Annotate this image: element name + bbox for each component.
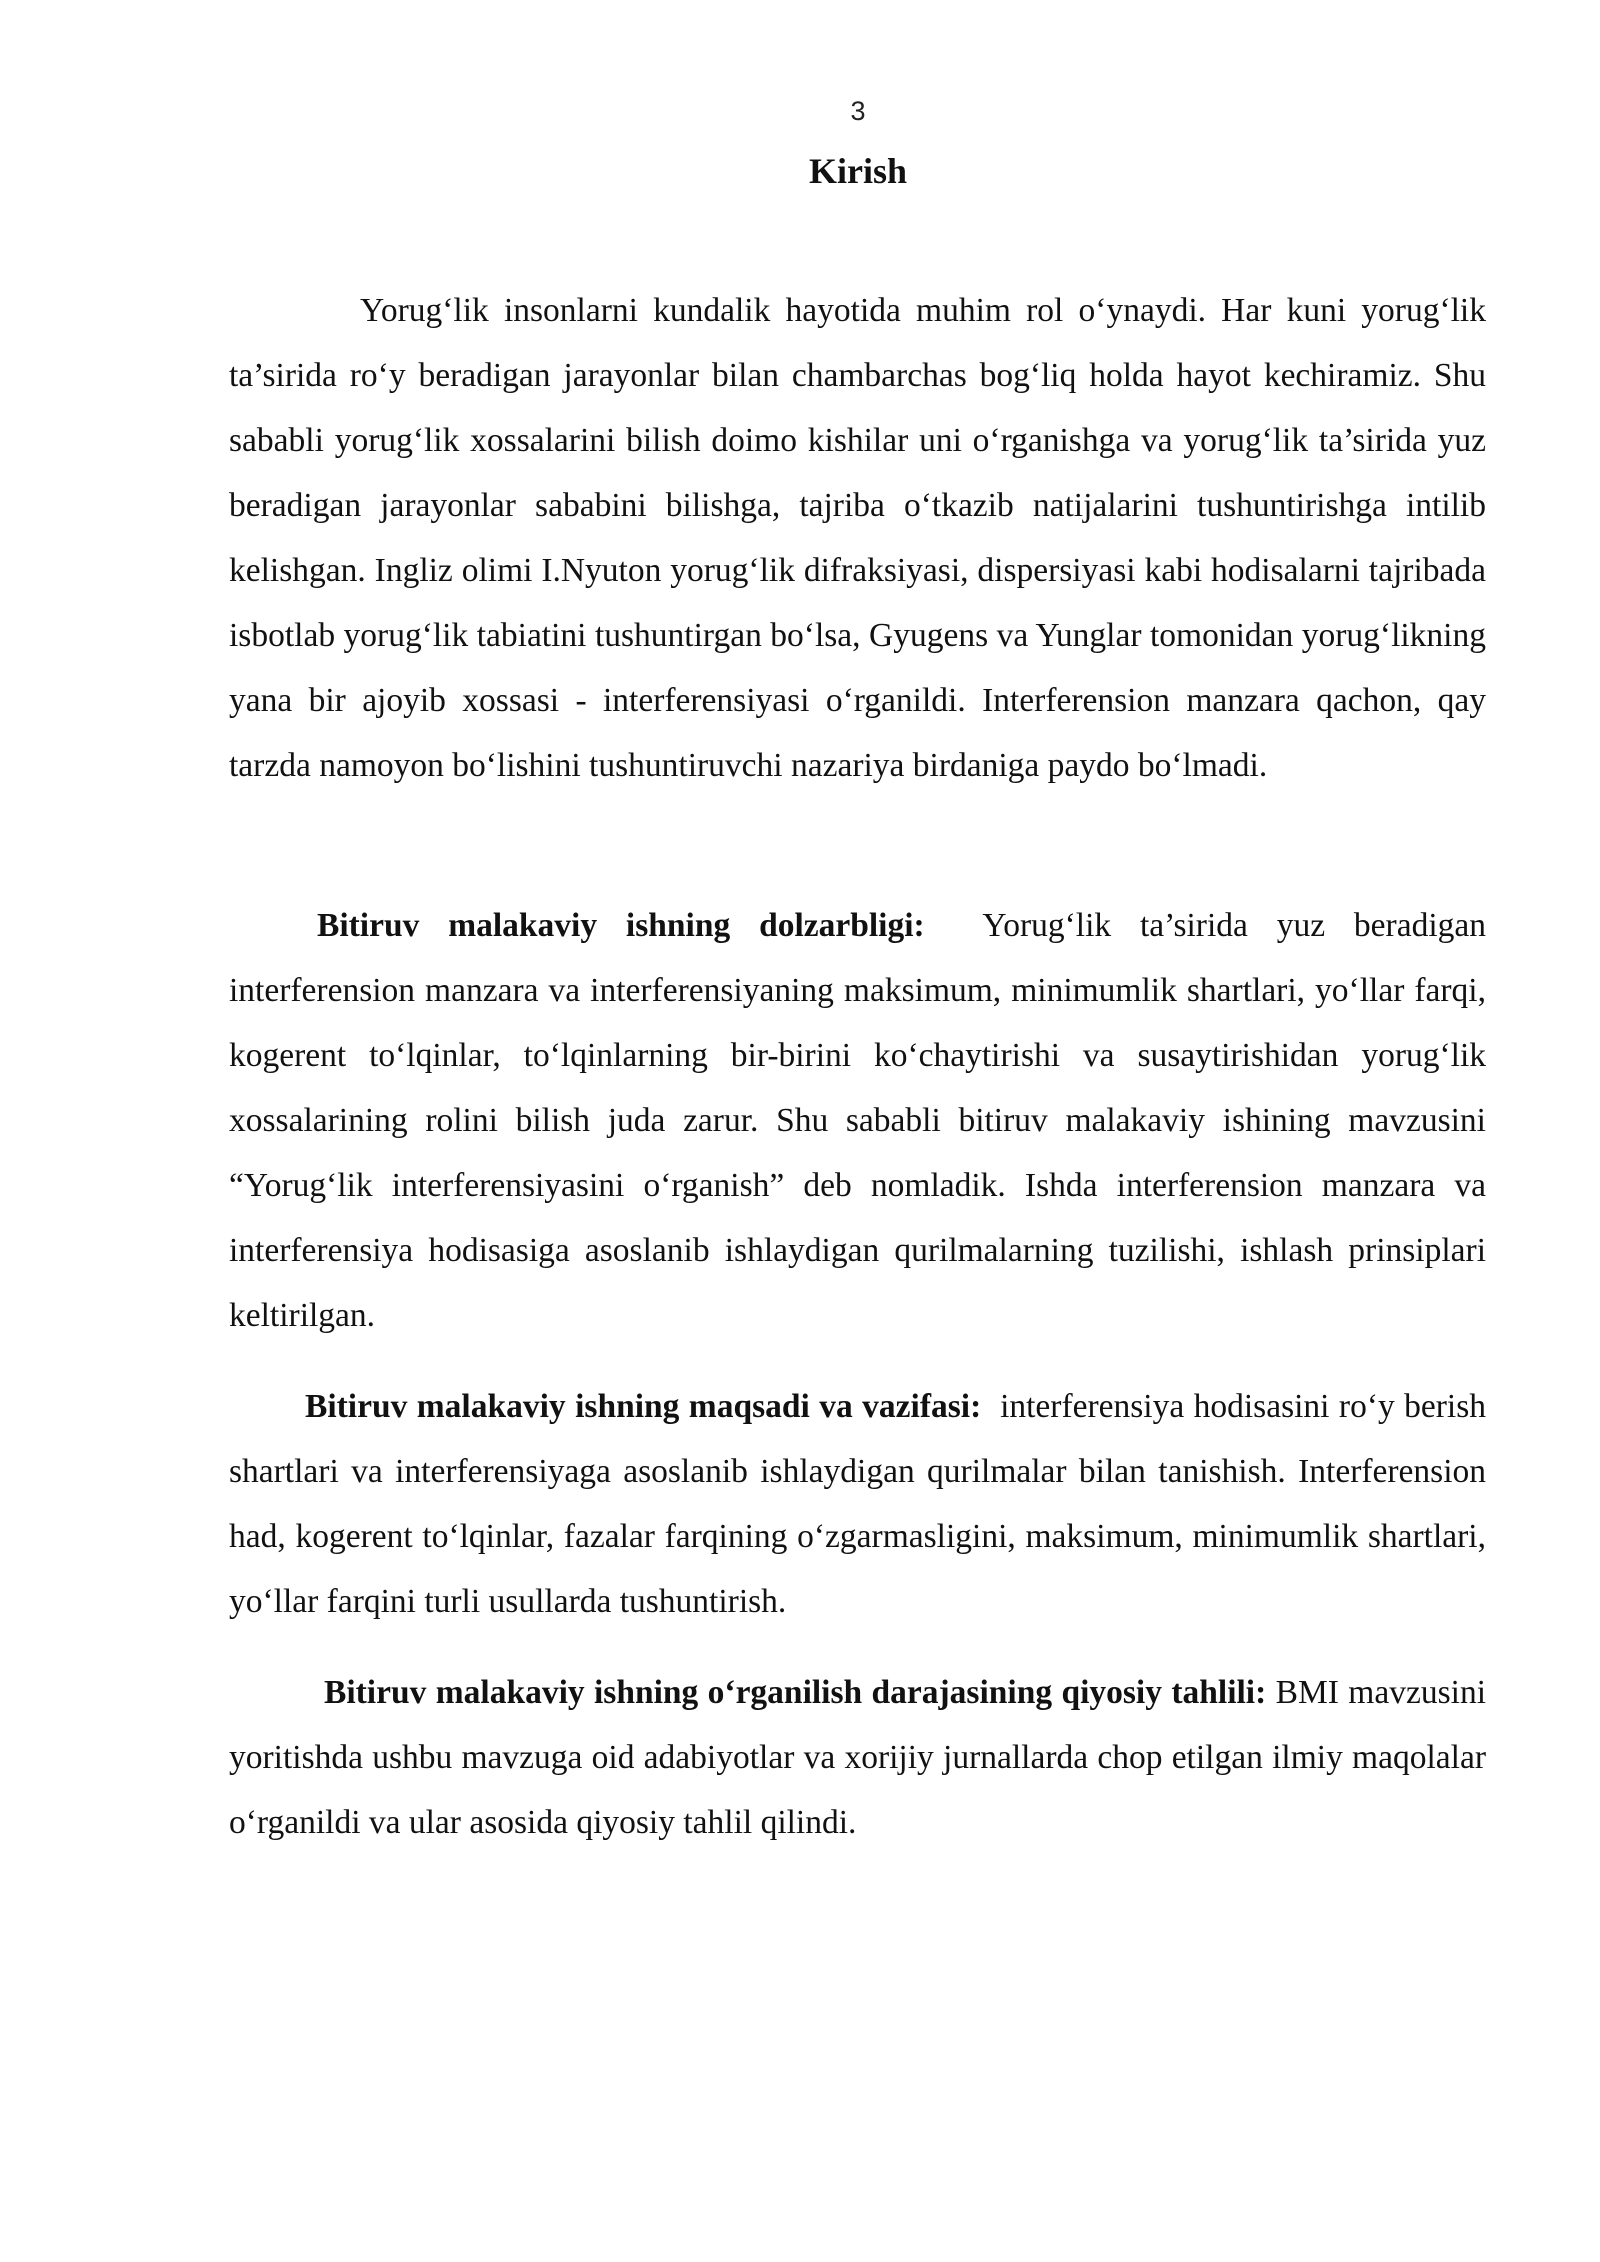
goals-paragraph [229, 1374, 1486, 1634]
goals-paragraph-text: interferensiya hodisasini ro‘y berish shartlari va interferensiyaga asoslanib ishlaydigan qurilmalar bilan tanishish. Interferension had, kogerent to‘lqinlar, fazalar farqining o‘zgarmasligini, maksimum, minimumlik shartlari, yo‘llar farqini turli usullarda tushuntirish. [229, 1388, 1487, 1620]
study-level-heading: Bitiruv malakaviy ishning o‘rganilish darajasining qiyosiy tahlili: [324, 1674, 1267, 1711]
relevance-heading: Bitiruv malakaviy ishning dolzarbligi: [317, 907, 925, 944]
page-number: 3 [850, 96, 866, 126]
intro-paragraph [229, 278, 1486, 798]
intro-paragraph-text: Yorug‘lik insonlarni kundalik hayotida muhim rol o‘ynaydi. Har kuni yorug‘lik ta’sirida ro‘y beradigan jarayonlar bilan chambarchas bog‘liq holda hayot kechiramiz. Shu sababli yorug‘lik xossalarini bilish doimo kishilar uni o‘rganishga va yorug‘lik ta’sirida yuz beradigan jarayonlar sababini bilishga, tajriba o‘tkazib natijalarini tushuntirishga intilib kelishgan. Ingliz olimi I.Nyuton yorug‘lik difraksiyasi, dispersiyasi kabi hodisalarni tajribada isbotlab yorug‘lik tabiatini tushuntirgan bo‘lsa, Gyugens va Yunglar tomonidan yorug‘likning yana bir ajoyib xossasi - interferensiyasi o‘rganildi. Interferension manzara qachon, qay tarzda namoyon bo‘lishini tushuntiruvchi nazariya birdaniga paydo bo‘lmadi. [229, 292, 1486, 784]
relevance-paragraph-text: Yorug‘lik ta’sirida yuz beradigan interferension manzara va interferensiyaning maksimum, minimumlik shartlari, yo‘llar farqi, kogerent to‘lqinlar, to‘lqinlarning bir-birini ko‘chaytirishi va susaytirishidan yorug‘lik xossalarining rolini bilish juda zarur. Shu sababli bitiruv malakaviy ishining mavzusini “Yorug‘lik interferensiyasini o‘rganish” deb nomladik. Ishda interferension manzara va interferensiya hodisasiga asoslanib ishlaydigan qurilmalarning tuzilishi, ishlash prinsiplari keltirilgan. [229, 907, 1486, 1334]
study-level-paragraph [229, 1660, 1486, 1855]
study-level-paragraph-text: BMI mavzusini yoritishda ushbu mavzuga oid adabiyotlar va xorijiy jurnallarda chop etilgan ilmiy maqolalar o‘rganildi va ular asosida qiyosiy tahlil qilindi. [229, 1674, 1487, 1841]
page-title: Kirish [808, 151, 907, 191]
relevance-paragraph [229, 893, 1486, 1348]
goals-heading: Bitiruv malakaviy ishning maqsadi va vazifasi: [305, 1388, 982, 1425]
